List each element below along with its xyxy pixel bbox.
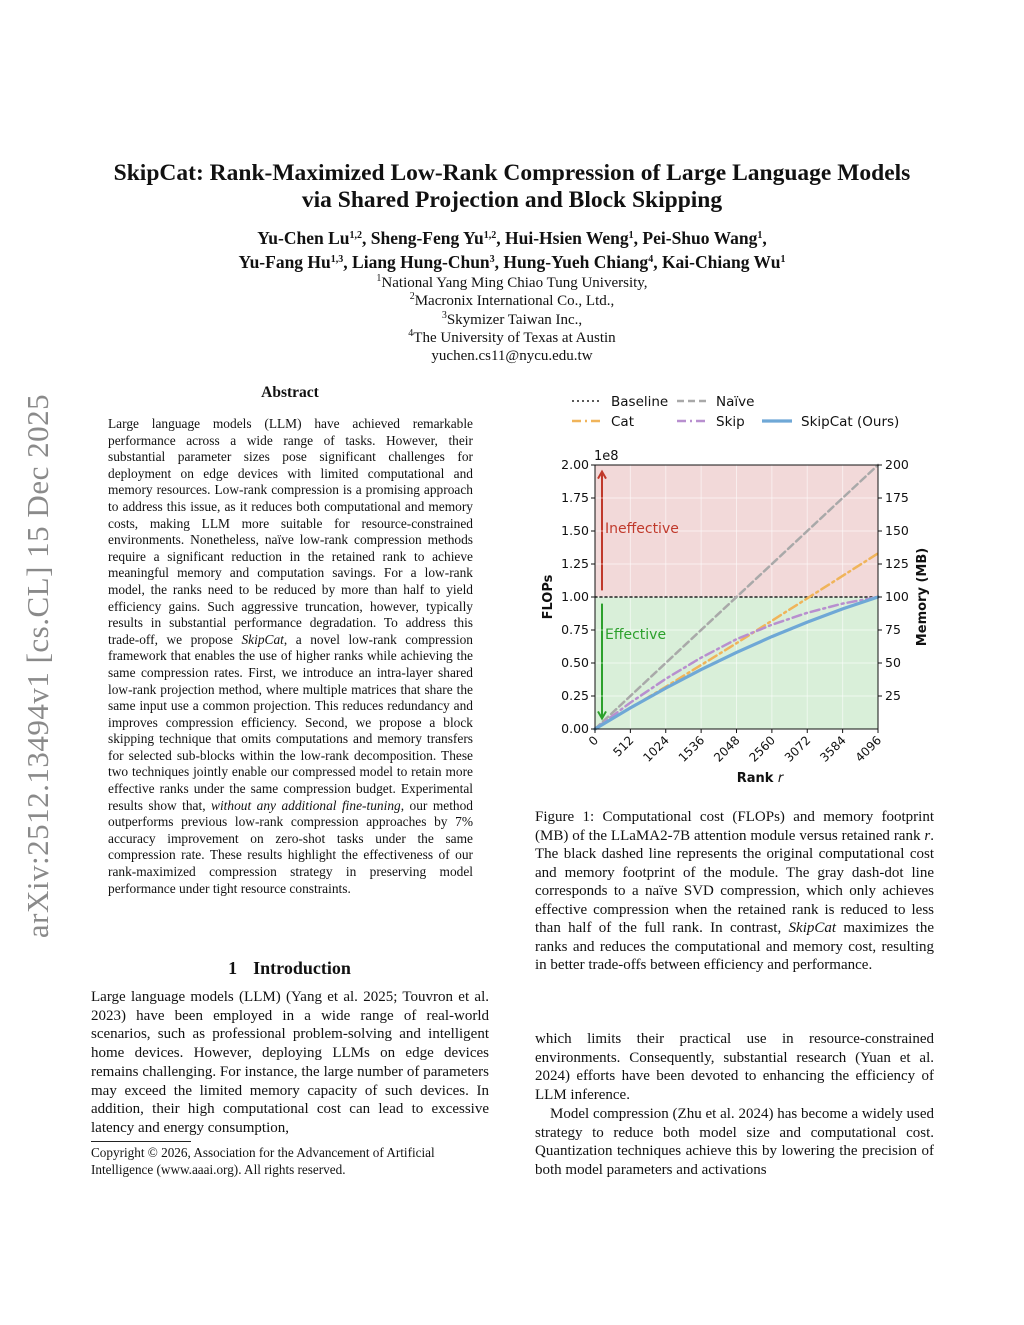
x-tick-label: 0 <box>585 733 602 749</box>
y-right-tick-label: 75 <box>885 622 901 637</box>
y-right-tick-label: 175 <box>885 490 909 505</box>
y-right-tick-label: 50 <box>885 655 901 670</box>
email[interactable]: yuchen.cs11@nycu.edu.tw <box>431 348 593 365</box>
x-tick-label: 512 <box>610 733 637 760</box>
title-line-1: SkipCat: Rank-Maximized Low-Rank Compression of Large Language Models <box>113 160 911 186</box>
y-tick-label: 1.25 <box>561 556 589 571</box>
y-right-tick-label: 200 <box>885 457 909 472</box>
paper-title <box>60 160 964 214</box>
y-tick-label: 2.00 <box>561 457 589 472</box>
y-tick-label: 1.00 <box>561 589 589 604</box>
y-tick-label: 0.25 <box>561 688 589 703</box>
introduction-text: Large language models (LLM) (Yang et al. 2025; Touvron et al. 2023) have been employed in a wide range of real-world scenarios, such as professional problem-solving and intelligent home devices. However, deploying LLMs on edge devices remains challenging. For instance, the large number of parameters may exceed the limited memory capacity of such devices. In addition, their high computational cost can lead to excessive latency and energy consumption, <box>91 989 489 1136</box>
arxiv-identifier: arXiv:2512.13494v1 [cs.CL] 15 Dec 2025 <box>20 393 55 939</box>
y-right-tick-label: 125 <box>885 556 909 571</box>
author: Sheng-Feng Yu <box>370 228 484 248</box>
copyright-footnote: Copyright © 2026, Association for the Advancement of Artificial Intelligence (www.aaai.org). All rights reserved. <box>91 1145 435 1177</box>
x-tick-label: 3584 <box>817 733 849 765</box>
x-tick-label: 1024 <box>640 733 672 765</box>
y-tick-label: 0.75 <box>561 622 589 637</box>
legend-label: Baseline <box>611 394 669 410</box>
right-column-text <box>535 1030 934 1180</box>
legend-label: Skip <box>716 414 745 430</box>
author: Pei-Shuo Wang <box>642 228 758 248</box>
y-right-tick-label: 150 <box>885 523 909 538</box>
region-label-ineffective: Ineffective <box>605 521 679 537</box>
x-tick-label: 4096 <box>852 733 885 765</box>
affiliations <box>60 274 964 365</box>
author: Hui-Hsien Weng <box>505 228 629 248</box>
legend-label: Cat <box>611 414 634 430</box>
region-label-effective: Effective <box>605 627 667 643</box>
figure-caption: Figure 1: Computational cost (FLOPs) and memory footprint (MB) of the LLaMA2-7B attention module versus retained rank r. The black dashed line represents the original computational cost and memory footprint of the module. The gray dash-dot line corresponds to a naïve SVD compression, which only achieves effective compression when the retained rank is reduced to less than half of the full rank. In contrast, SkipCat maximizes the ranks and reduces the computational and memory cost, resulting in better trade-offs between efficiency and performance. <box>535 809 934 973</box>
y-multiplier: 1e8 <box>594 449 619 464</box>
figure-1-chart <box>530 385 950 795</box>
author: Yu-Chen Lu <box>257 228 350 248</box>
footnote-rule <box>91 1141 191 1142</box>
y-right-tick-label: 25 <box>885 688 901 703</box>
y-tick-label: 1.75 <box>561 490 589 505</box>
abstract-heading: Abstract <box>261 384 319 401</box>
author: Hung-Yueh Chiang <box>503 252 649 272</box>
y-tick-label: 0.50 <box>561 655 589 670</box>
y-tick-label: 0.00 <box>561 721 589 736</box>
abstract-text: Large language models (LLM) have achieved remarkable performance across a wide range of tasks. However, their substantial parameter sizes pose significant challenges for deployment on edge devices with limited computational and memory resources. Low-rank compression is a promising approach to address this issue, as it reduces both computational and memory costs, making LLM more suitable for resource-constrained environments. Nonetheless, naïve low-rank compression methods require a significant reduction in the retained rank to achieve meaningful memory and computation savings. For a low-rank model, the ranks need to be reduced by more than half to yield efficiency gains. Such aggressive truncation, however, typically results in substantial performance degradation. To address this trade-off, we propose SkipCat, a novel low-rank compression framework that enables the use of higher ranks while achieving the same compression rates. First, we introduce an intra-layer shared low-rank projection method, where multiple matrices that share the same input use a common projection. This reduces redundancy and improves compression efficiency. Second, we propose a block skipping technique that omits computations and memory transfers for selected sub-blocks within the low-rank decomposition. These two techniques jointly enable our compressed model to retain more effective ranks under the same compression budget. Experimental results show that, without any additional fine-tuning, our method outperforms previous low-rank compression approaches by 7% accuracy improvement on zero-shot tasks under the same compression rate. These results highlight the effectiveness of our rank-maximized compression strategy in preserving model performance under tight resource constraints. <box>108 416 474 896</box>
affiliation: $^4$The University of Texas at Austin <box>408 327 616 346</box>
y-tick-label: 1.50 <box>561 523 589 538</box>
paragraph: which limits their practical use in resource-constrained environments. Consequently, substantial research (Yuan et al. 2024) efforts have been devoted to enhancing the efficiency of LLM inference. <box>535 1031 934 1104</box>
y-axis-label: FLOPs <box>541 574 556 620</box>
paragraph: Model compression (Zhu et al. 2024) has become a widely used strategy to reduce both model size and computational cost. Quantization techniques achieve this by lowering the precision of both model parameters and activations <box>535 1105 934 1178</box>
author: Yu-Fang Hu <box>238 252 331 272</box>
title-line-2: via Shared Projection and Block Skipping <box>301 187 723 213</box>
y-axis-label-right: Memory (MB) <box>915 547 930 647</box>
author: Kai-Chiang Wu <box>661 252 781 272</box>
x-tick-label: 1536 <box>675 733 708 765</box>
author-list: Yu-Chen Lu$^{1,2}$, Sheng-Feng Yu$^{1,2}$, Hui-Hsien Weng$^1$, Pei-Shuo Wang$^1$, Yu-Fang Hu$^{1,3}$, Liang Hung-Chun$^3$, Hung-Yueh Chiang$^4$, Kai-Chiang Wu$^1$ <box>238 228 786 272</box>
x-tick-label: 3072 <box>781 733 814 765</box>
affiliation: $^3$Skymizer Taiwan Inc., <box>441 309 583 328</box>
legend-label: SkipCat (Ours) <box>801 414 900 430</box>
y-right-tick-label: 100 <box>885 589 909 604</box>
affiliation: $^2$Macronix International Co., Ltd., <box>409 291 615 310</box>
x-axis-label: Rank r <box>736 771 784 786</box>
legend-label: Naïve <box>716 394 755 410</box>
author: Liang Hung-Chun <box>352 252 490 272</box>
affiliation: $^1$National Yang Ming Chiao Tung University, <box>376 273 648 291</box>
section-heading-introduction: 1 Introduction <box>228 958 351 978</box>
x-tick-label: 2560 <box>746 733 778 765</box>
x-tick-label: 2048 <box>711 733 743 765</box>
